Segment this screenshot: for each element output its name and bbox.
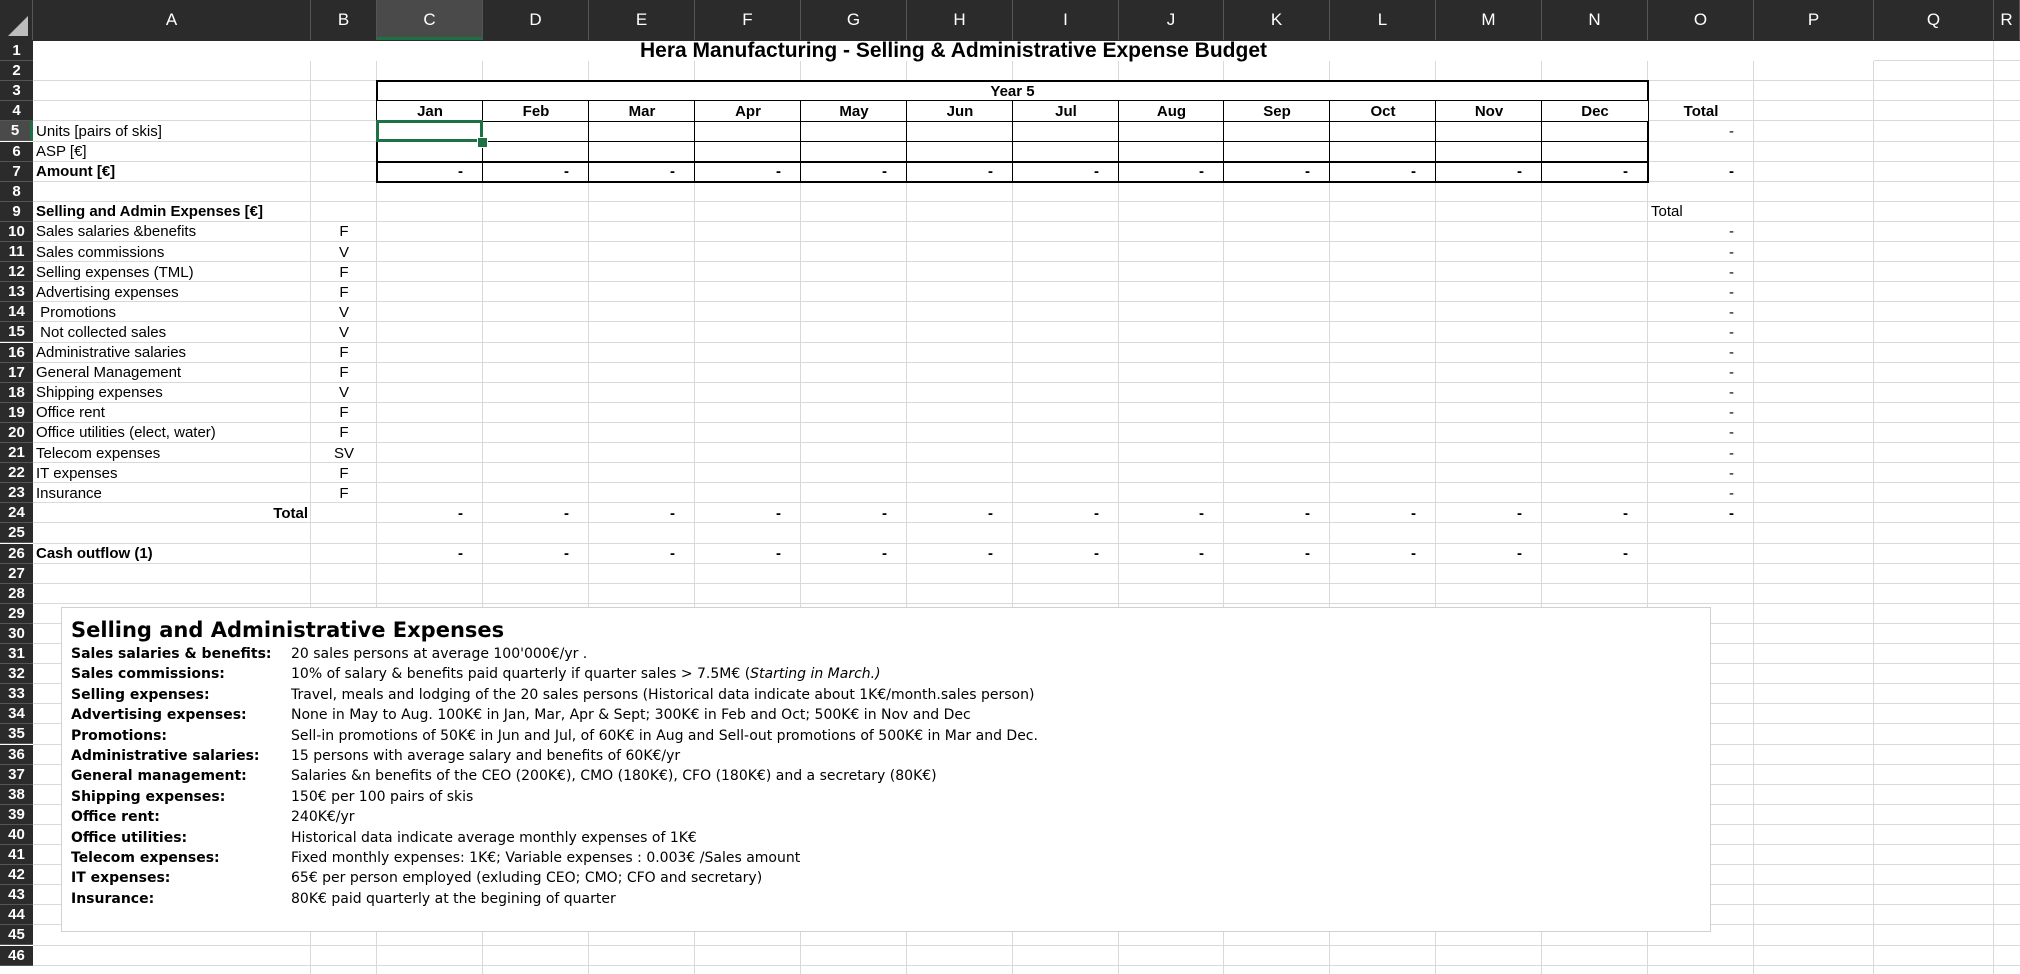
column-header-l[interactable]: L — [1330, 0, 1436, 40]
expense-label[interactable]: Office utilities (elect, water) — [36, 424, 216, 442]
note-text — [291, 809, 355, 825]
gridline-horizontal — [33, 603, 2020, 604]
total-jan[interactable]: - — [458, 504, 463, 522]
row-header-40[interactable]: 40 — [0, 825, 33, 845]
row-header-7[interactable]: 7 — [0, 162, 33, 182]
month-header-may[interactable]: May — [801, 101, 907, 121]
expense-total[interactable]: - — [1729, 283, 1734, 301]
amount-sep[interactable]: - — [1305, 163, 1310, 181]
column-header-q[interactable]: Q — [1874, 0, 1994, 40]
row-header-42[interactable]: 42 — [0, 865, 33, 885]
column-header-b[interactable]: B — [311, 0, 377, 40]
month-header-feb[interactable]: Feb — [483, 101, 589, 121]
total-jun[interactable]: - — [988, 504, 993, 522]
row-header-23[interactable]: 23 — [0, 483, 33, 503]
note-text-italic: Starting in March.) — [750, 666, 881, 683]
column-header-g[interactable]: G — [801, 0, 907, 40]
note-label: Office utilities: — [71, 829, 188, 846]
row-header-15[interactable]: 15 — [0, 322, 33, 342]
note-text-main: 65€ per person employed (exluding CEO; CMO; CFO and secretary) — [291, 870, 763, 887]
note-label: Selling expenses: — [71, 686, 210, 703]
row-header-24[interactable]: 24 — [0, 503, 33, 523]
select-all-icon — [8, 16, 28, 36]
expense-label[interactable]: Telecom expenses — [36, 444, 161, 462]
expense-label[interactable]: IT expenses — [36, 464, 118, 482]
expense-total[interactable]: - — [1729, 384, 1734, 402]
expense-label[interactable]: Promotions — [36, 303, 117, 321]
note-text — [291, 748, 680, 764]
column-header-k[interactable]: K — [1224, 0, 1330, 40]
note-text-main: 150€ per 100 pairs of skis — [291, 788, 474, 805]
expense-label[interactable]: Office rent — [36, 404, 105, 422]
expense-label[interactable]: Sales salaries &benefits — [36, 223, 197, 241]
row-header-27[interactable]: 27 — [0, 564, 33, 584]
cash-outflow-jul[interactable]: - — [1094, 545, 1099, 563]
total-nov[interactable]: - — [1517, 504, 1522, 522]
note-text-main: 80K€ paid quarterly at the begining of quarter — [291, 890, 616, 907]
column-header-r[interactable]: R — [1994, 0, 2020, 40]
note-label: General management: — [71, 768, 247, 785]
expense-type[interactable]: F — [339, 223, 349, 241]
notes-title: Selling and Administrative Expenses — [71, 618, 505, 642]
expense-type[interactable]: F — [339, 263, 349, 281]
row-header-36[interactable]: 36 — [0, 745, 33, 765]
note-text-main: 20 sales persons at average 100'000€/yr . — [291, 646, 588, 662]
row-header-37[interactable]: 37 — [0, 765, 33, 785]
row-header-35[interactable]: 35 — [0, 724, 33, 744]
expense-type[interactable]: F — [339, 424, 349, 442]
cash-outflow-nov[interactable]: - — [1517, 545, 1522, 563]
fill-handle[interactable] — [477, 137, 488, 148]
cash-outflow-feb[interactable]: - — [564, 545, 569, 563]
amount-oct[interactable]: - — [1411, 163, 1416, 181]
year-label[interactable]: Year 5 — [377, 81, 1648, 101]
gridline-horizontal — [33, 965, 2020, 966]
units-label[interactable]: Units [pairs of skis] — [36, 122, 162, 140]
total-mar[interactable]: - — [670, 504, 675, 522]
total-sep[interactable]: - — [1305, 504, 1310, 522]
note-text — [291, 768, 937, 784]
border-top-year — [376, 80, 1649, 82]
row-header-1[interactable]: 1 — [0, 41, 33, 61]
expense-type[interactable]: V — [338, 323, 349, 341]
row-header-17[interactable]: 17 — [0, 363, 33, 383]
amount-apr[interactable]: - — [776, 163, 781, 181]
expense-total[interactable]: - — [1729, 464, 1734, 482]
amount-dec[interactable]: - — [1623, 163, 1628, 181]
expense-total[interactable]: - — [1729, 404, 1734, 422]
grand-total-label[interactable]: Total — [273, 504, 308, 522]
expenses-total-header[interactable]: Total — [1651, 203, 1683, 221]
expense-type[interactable]: V — [338, 384, 349, 402]
total-column-header[interactable]: Total — [1683, 102, 1719, 120]
expense-label[interactable]: Not collected sales — [36, 323, 167, 341]
column-header-e[interactable]: E — [589, 0, 695, 40]
note-text — [291, 850, 800, 866]
expense-type[interactable]: V — [338, 243, 349, 261]
month-header-jun[interactable]: Jun — [907, 101, 1013, 121]
expense-total[interactable]: - — [1729, 243, 1734, 261]
note-text — [291, 687, 1034, 703]
amount-total[interactable]: - — [1729, 163, 1734, 181]
expense-label[interactable]: Advertising expenses — [36, 283, 179, 301]
month-header-mar[interactable]: Mar — [589, 101, 695, 121]
expense-type[interactable]: F — [339, 283, 349, 301]
note-text-main: None in May to Aug. 100K€ in Jan, Mar, Apr & Sept; 300K€ in Feb and Oct; 500K€ in Nov and Dec — [291, 707, 971, 724]
month-header-oct[interactable]: Oct — [1330, 101, 1436, 121]
row-header-14[interactable]: 14 — [0, 302, 33, 322]
expense-total[interactable]: - — [1729, 344, 1734, 362]
cash-outflow-label[interactable]: Cash outflow (1) — [36, 545, 153, 563]
sheet-title[interactable]: Hera Manufacturing - Selling & Administrative Expense Budget — [33, 41, 1874, 61]
expense-type[interactable]: F — [339, 404, 349, 422]
row-header-33[interactable]: 33 — [0, 684, 33, 704]
month-header-nov[interactable]: Nov — [1436, 101, 1542, 121]
row-header-25[interactable]: 25 — [0, 523, 33, 543]
row-header-29[interactable]: 29 — [0, 604, 33, 624]
expenses-header[interactable]: Selling and Admin Expenses [€] — [36, 203, 263, 221]
column-header-j[interactable]: J — [1119, 0, 1224, 40]
note-label: Office rent: — [71, 809, 160, 826]
gridline-horizontal — [33, 583, 2020, 584]
month-header-aug[interactable]: Aug — [1119, 101, 1224, 121]
select-all-corner[interactable] — [0, 0, 33, 40]
expense-label[interactable]: Administrative salaries — [36, 344, 187, 362]
row-header-3[interactable]: 3 — [0, 81, 33, 101]
expense-type[interactable]: F — [339, 464, 349, 482]
month-header-dec[interactable]: Dec — [1542, 101, 1648, 121]
column-header-f[interactable]: F — [695, 0, 801, 40]
asp-label[interactable]: ASP [€] — [36, 143, 87, 161]
cash-outflow-oct[interactable]: - — [1411, 545, 1416, 563]
row-header-39[interactable]: 39 — [0, 805, 33, 825]
note-text — [291, 891, 616, 907]
expense-total[interactable]: - — [1729, 223, 1734, 241]
column-header-o[interactable]: O — [1648, 0, 1754, 40]
row-header-43[interactable]: 43 — [0, 885, 33, 905]
note-text — [291, 707, 971, 723]
row-header-10[interactable]: 10 — [0, 222, 33, 242]
row-header-41[interactable]: 41 — [0, 845, 33, 865]
row-header-28[interactable]: 28 — [0, 584, 33, 604]
expense-type[interactable]: F — [339, 344, 349, 362]
month-header-jul[interactable]: Jul — [1013, 101, 1119, 121]
total-may[interactable]: - — [882, 504, 887, 522]
units-total[interactable]: - — [1729, 122, 1734, 140]
expense-total[interactable]: - — [1729, 444, 1734, 462]
row-header-4[interactable]: 4 — [0, 101, 33, 121]
note-label: Advertising expenses: — [71, 707, 247, 724]
row-header-31[interactable]: 31 — [0, 644, 33, 664]
note-text — [291, 830, 697, 846]
note-text-main: Historical data indicate average monthly expenses of 1K€ — [291, 829, 697, 846]
cash-outflow-apr[interactable]: - — [776, 545, 781, 563]
note-text-main: Sell-in promotions of 50K€ in Jun and Jul, of 60K€ in Aug and Sell-out promotions of 500K€ in Mar and Dec. — [291, 727, 1038, 744]
expense-total[interactable]: - — [1729, 303, 1734, 321]
note-text-main: Salaries &n benefits of the CEO (200K€), CMO (180K€), CFO (180K€) and a secretary (80K€) — [291, 768, 937, 785]
note-label: Telecom expenses: — [71, 850, 220, 866]
note-label: Shipping expenses: — [71, 788, 226, 805]
note-text — [291, 666, 881, 682]
row-header-9[interactable]: 9 — [0, 202, 33, 222]
row-header-6[interactable]: 6 — [0, 142, 33, 162]
expense-label[interactable]: Insurance — [36, 484, 102, 502]
row-header-13[interactable]: 13 — [0, 282, 33, 302]
amount-jan[interactable]: - — [458, 163, 463, 181]
gridline-horizontal — [33, 945, 2020, 946]
month-header-apr[interactable]: Apr — [695, 101, 801, 121]
column-header-h[interactable]: H — [907, 0, 1013, 40]
total-dec[interactable]: - — [1623, 504, 1628, 522]
note-text — [291, 646, 587, 662]
row-header-30[interactable]: 30 — [0, 624, 33, 644]
row-header-26[interactable]: 26 — [0, 544, 33, 564]
row-header-45[interactable]: 45 — [0, 925, 33, 945]
note-text — [291, 728, 1038, 744]
expense-type[interactable]: V — [338, 303, 349, 321]
column-header-a[interactable]: A — [33, 0, 311, 40]
note-text-main: Travel, meals and lodging of the 20 sales persons (Historical data indicate about 1K€/month.sales person) — [291, 686, 1035, 703]
note-text — [291, 870, 762, 886]
note-text-main: 240K€/yr — [291, 809, 355, 826]
note-text — [291, 789, 473, 805]
row-header-16[interactable]: 16 — [0, 343, 33, 363]
expense-total[interactable]: - — [1729, 424, 1734, 442]
note-label: Insurance: — [71, 890, 155, 907]
amount-aug[interactable]: - — [1199, 163, 1204, 181]
expense-type[interactable]: SV — [333, 444, 354, 462]
amount-jul[interactable]: - — [1094, 163, 1099, 181]
total-oct[interactable]: - — [1411, 504, 1416, 522]
cash-outflow-mar[interactable]: - — [670, 545, 675, 563]
cash-outflow-may[interactable]: - — [882, 545, 887, 563]
column-header-i[interactable]: I — [1013, 0, 1119, 40]
row-header-38[interactable]: 38 — [0, 785, 33, 805]
total-apr[interactable]: - — [776, 504, 781, 522]
amount-label[interactable]: Amount [€] — [36, 163, 116, 181]
expense-type[interactable]: F — [339, 364, 349, 382]
row-header-21[interactable]: 21 — [0, 443, 33, 463]
note-label: Sales commissions: — [71, 666, 225, 683]
notes-textbox[interactable] — [61, 607, 1711, 932]
amount-nov[interactable]: - — [1517, 163, 1522, 181]
cash-outflow-sep[interactable]: - — [1305, 545, 1310, 563]
expense-type[interactable]: F — [339, 484, 349, 502]
note-label: Administrative salaries: — [71, 748, 260, 764]
row-header-5[interactable]: 5 — [0, 121, 33, 141]
row-header-18[interactable]: 18 — [0, 383, 33, 403]
amount-feb[interactable]: - — [564, 163, 569, 181]
expense-total[interactable]: - — [1729, 484, 1734, 502]
expense-label[interactable]: Sales commissions — [36, 243, 165, 261]
note-label: Sales salaries & benefits: — [71, 646, 272, 662]
amount-may[interactable]: - — [882, 163, 887, 181]
grand-total-value[interactable]: - — [1729, 504, 1734, 522]
expense-total[interactable]: - — [1729, 263, 1734, 281]
expense-total[interactable]: - — [1729, 364, 1734, 382]
column-header-c[interactable]: C — [377, 0, 483, 40]
row-header-34[interactable]: 34 — [0, 704, 33, 724]
cash-outflow-aug[interactable]: - — [1199, 545, 1204, 563]
row-header-8[interactable]: 8 — [0, 182, 33, 202]
note-text-main: 15 persons with average salary and benefits of 60K€/yr — [291, 748, 681, 764]
note-text-main: 10% of salary & benefits paid quarterly if quarter sales > 7.5M€ ( — [291, 666, 751, 683]
row-header-2[interactable]: 2 — [0, 61, 33, 81]
total-feb[interactable]: - — [564, 504, 569, 522]
total-aug[interactable]: - — [1199, 504, 1204, 522]
row-header-12[interactable]: 12 — [0, 262, 33, 282]
note-label: IT expenses: — [71, 870, 171, 887]
note-label: Promotions: — [71, 727, 167, 744]
row-header-19[interactable]: 19 — [0, 403, 33, 423]
cash-outflow-dec[interactable]: - — [1623, 545, 1628, 563]
selected-cell-c5[interactable] — [376, 120, 483, 142]
amount-jun[interactable]: - — [988, 163, 993, 181]
cash-outflow-jun[interactable]: - — [988, 545, 993, 563]
expense-label[interactable]: General Management — [36, 364, 182, 382]
row-header-46[interactable]: 46 — [0, 946, 33, 966]
column-header-m[interactable]: M — [1436, 0, 1542, 40]
column-header-d[interactable]: D — [483, 0, 589, 40]
month-header-jan[interactable]: Jan — [377, 101, 483, 121]
row-header-22[interactable]: 22 — [0, 463, 33, 483]
month-header-sep[interactable]: Sep — [1224, 101, 1330, 121]
row-header-44[interactable]: 44 — [0, 905, 33, 925]
cash-outflow-jan[interactable]: - — [458, 545, 463, 563]
column-header-n[interactable]: N — [1542, 0, 1648, 40]
total-jul[interactable]: - — [1094, 504, 1099, 522]
row-header-32[interactable]: 32 — [0, 664, 33, 684]
expense-total[interactable]: - — [1729, 323, 1734, 341]
column-header-p[interactable]: P — [1754, 0, 1874, 40]
expense-label[interactable]: Selling expenses (TML) — [36, 263, 194, 281]
amount-mar[interactable]: - — [670, 163, 675, 181]
row-header-11[interactable]: 11 — [0, 242, 33, 262]
note-text-main: Fixed monthly expenses: 1K€; Variable expenses : 0.003€ /Sales amount — [291, 850, 801, 866]
expense-label[interactable]: Shipping expenses — [36, 384, 163, 402]
row-header-20[interactable]: 20 — [0, 423, 33, 443]
